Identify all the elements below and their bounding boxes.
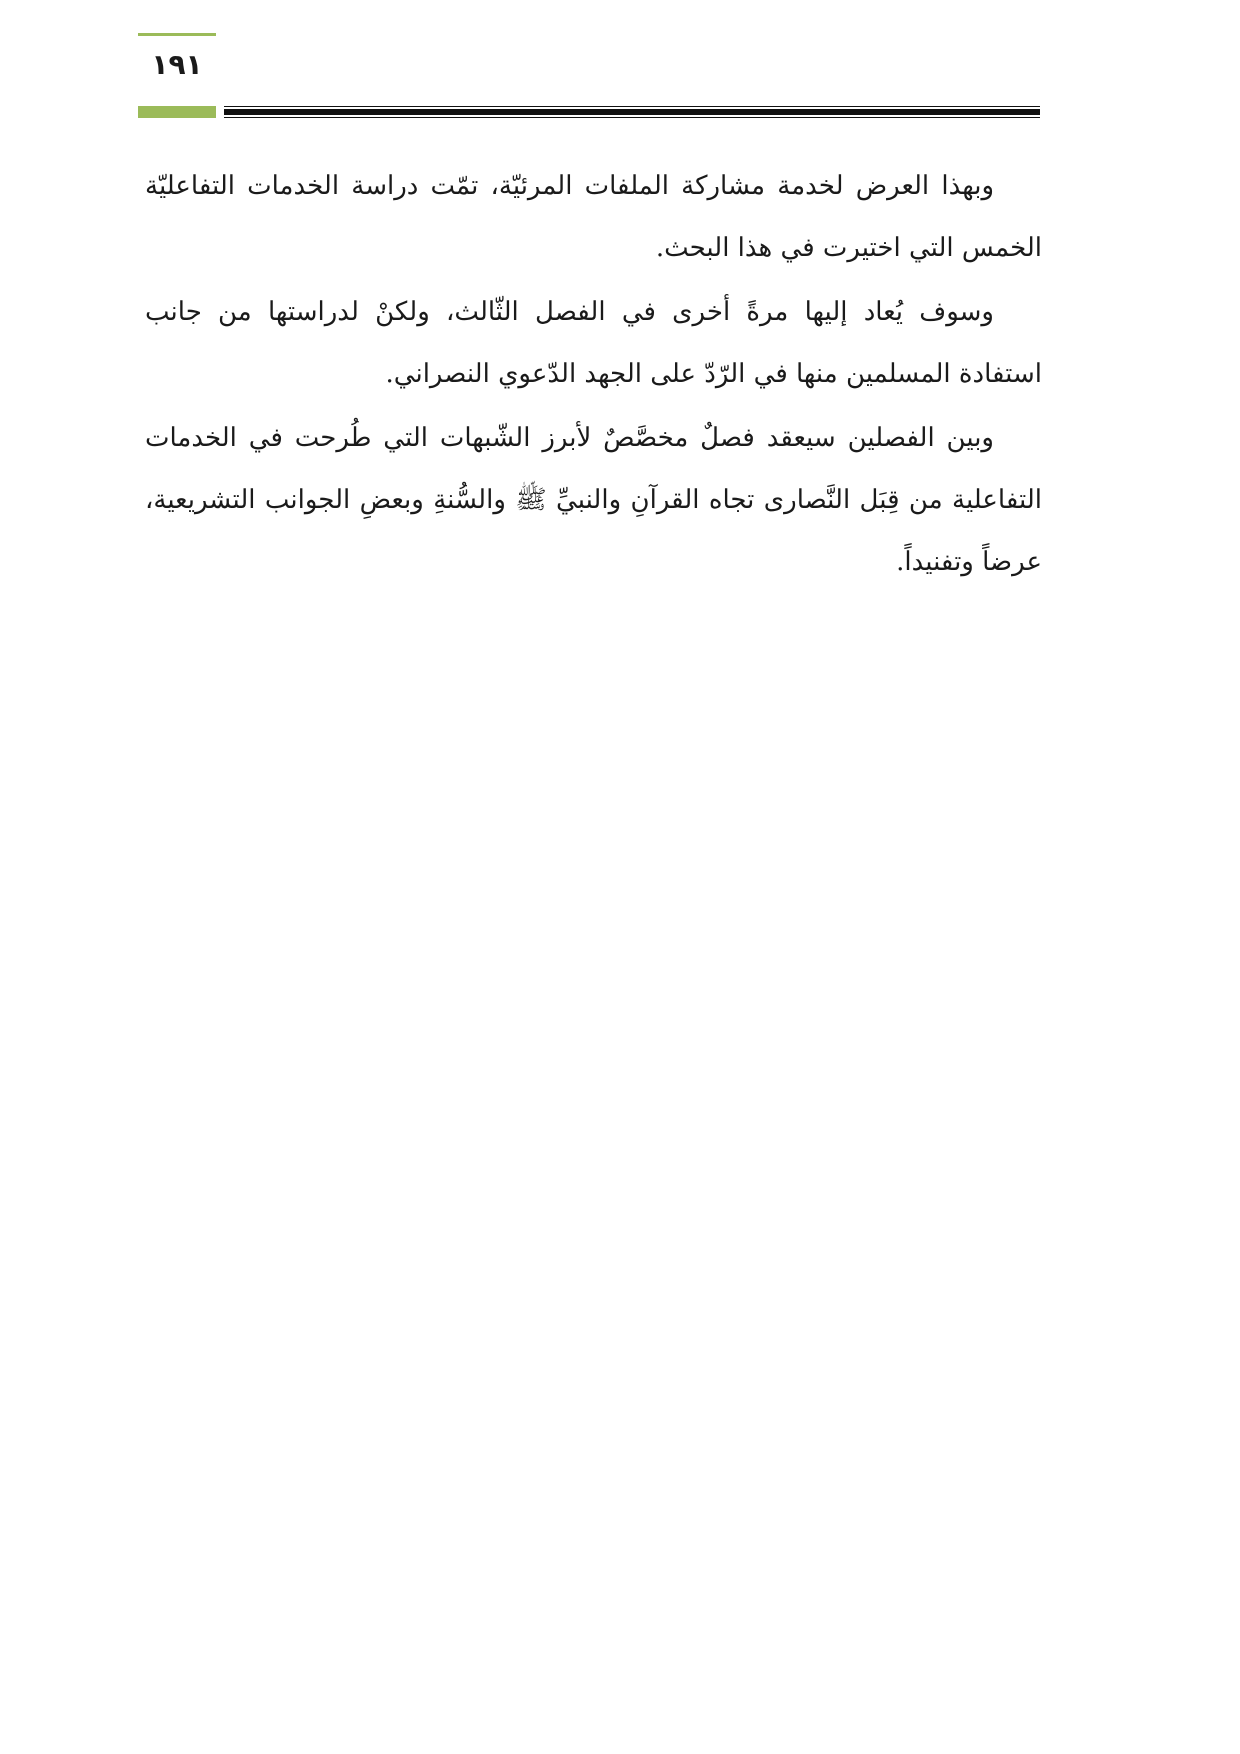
header-rule-thin-top (224, 106, 1040, 107)
paragraph: وبين الفصلين سيعقد فصلٌ مخصَّصٌ لأبرز الشّبهات التي طُرحت في الخدمات التفاعلية من قِبَل النَّصارى تجاه القرآنِ والنبيِّ ﷺ والسُّنةِ وبعضِ الجوانب التشريعية، عرضاً وتفنيداً. (145, 423, 1042, 577)
header-rule (224, 106, 1040, 118)
body-text (145, 155, 1042, 595)
paragraph: وسوف يُعاد إليها مرةً أخرى في الفصل الثّالث، ولكنْ لدراستها من جانب استفادة المسلمين منها في الرّدّ على الجهد الدّعوي النصراني. (145, 297, 1042, 389)
header-rule-thin-bottom (224, 117, 1040, 118)
page-number-top-line (138, 33, 216, 36)
paragraph: وبهذا العرض لخدمة مشاركة الملفات المرئيّة، تمّت دراسة الخدمات التفاعليّة الخمس التي اختيرت في هذا البحث. (145, 171, 1042, 263)
header-green-bar (138, 106, 216, 118)
page-number: ١٩١ (151, 48, 203, 81)
header-rule-thick (224, 109, 1040, 115)
